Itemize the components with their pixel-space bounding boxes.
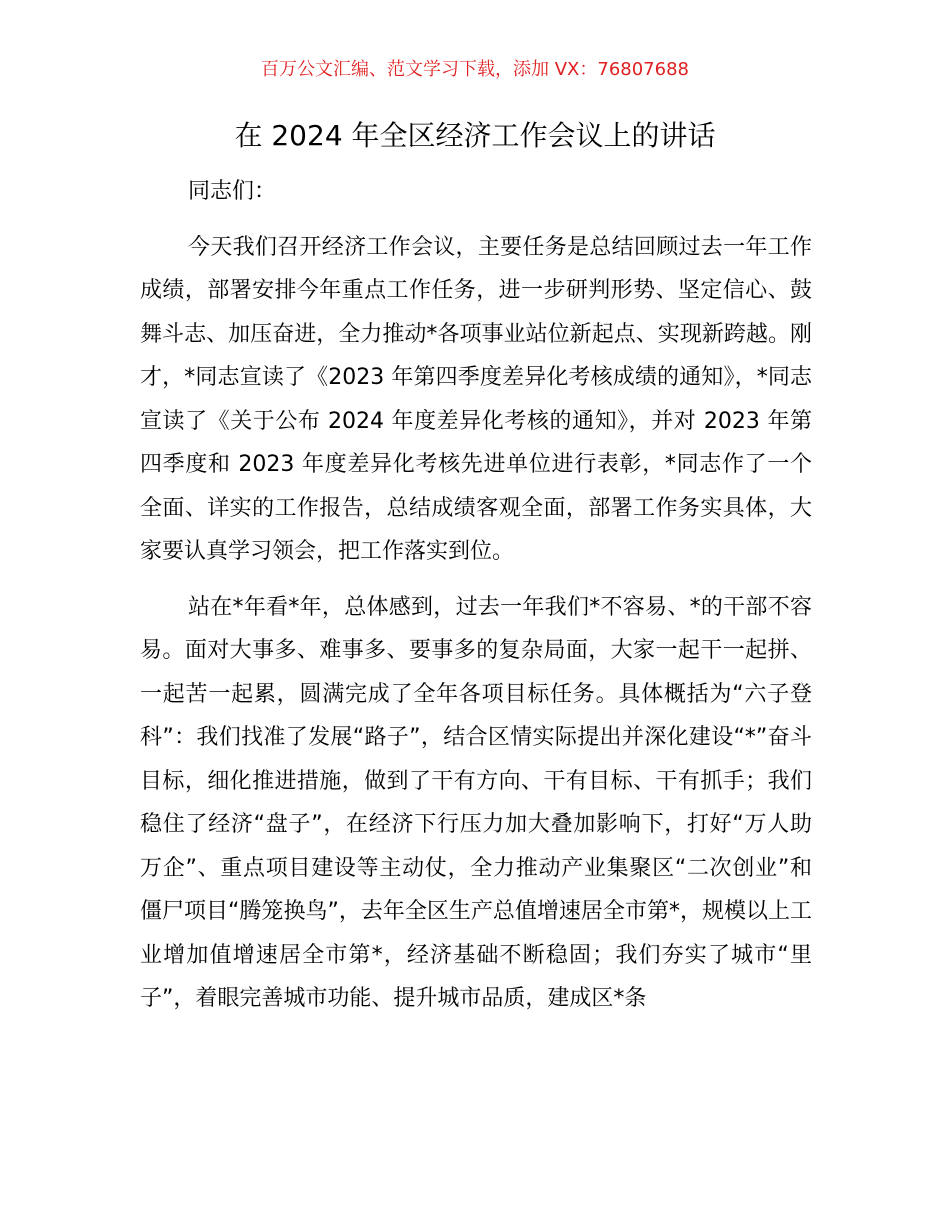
paragraph-2: 站在*年看*年，总体感到，过去一年我们*不容易、*的干部不容易。面对大事多、难事多、要事多的复杂局面，大家一起干一起拼、一起苦一起累，圆满完成了全年各项目标任务。具体概括为“六子登科”：我们找准了发展“路子”，结合区情实际提出并深化建设“*”奋斗目标，细化推进措施，做到了干有方向、干有目标、干有抓手；我们稳住了经济“盘子”，在经济下行压力加大叠加影响下，打好“万人助万企”、重点项目建设等主动仗，全力推动产业集聚区“二次创业”和僵尸项目“腾笼换鸟”，去年全区生产总值增速居全市第*，规模以上工业增加值增速居全市第*，经济基础不断稳固；我们夯实了城市“里子”，着眼完善城市功能、提升城市品质，建成区*条: [140, 594, 812, 1011]
salutation: 同志们：: [188, 179, 277, 204]
header-note: 百万公文汇编、范文学习下载，添加 VX：76807688: [261, 59, 689, 80]
paragraph-1: 今天我们召开经济工作会议，主要任务是总结回顾过去一年工作成绩，部署安排今年重点工作任务，进一步研判形势、坚定信心、鼓舞斗志、加压奋进，全力推动*各项事业站位新起点、实现新跨越。刚才，*同志宣读了《2023 年第四季度差异化考核成绩的通知》，*同志宣读了《关于公布 2024 年度差异化考核的通知》，并对 2023 年第四季度和 2023 年度差异化考核先进单位进行表彰，*同志作了一个全面、详实的工作报告，总结成绩客观全面，部署工作务实具体，大家要认真学习领会，把工作落实到位。: [140, 234, 812, 564]
document-body: [140, 170, 812, 1021]
document-title: 在 2024 年全区经济工作会议上的讲话: [234, 119, 716, 152]
